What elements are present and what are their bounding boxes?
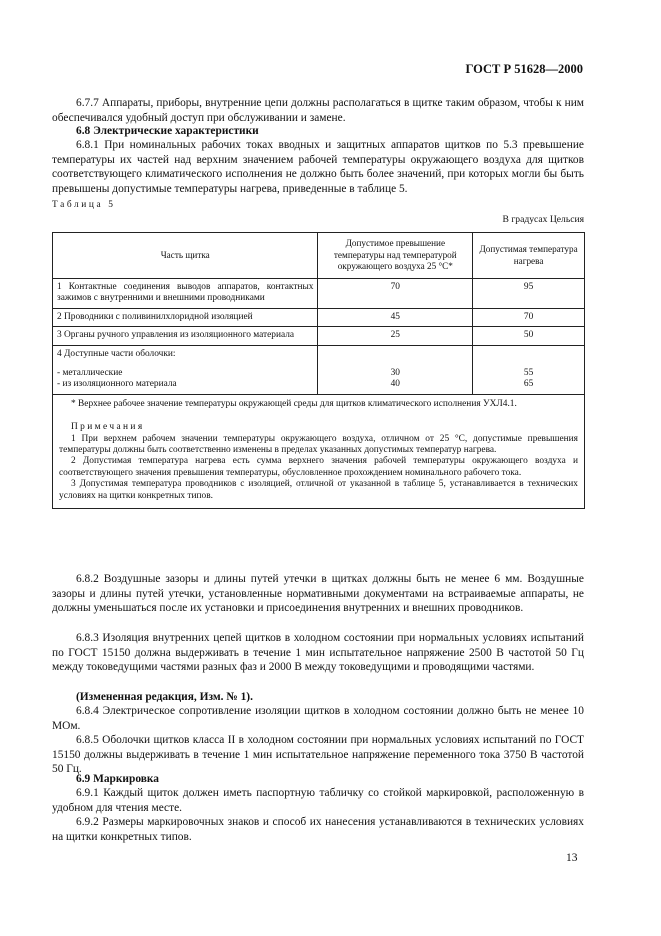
row-value: 95 [473, 279, 585, 309]
row-name: 3 Органы ручного управления из изоляционного материала [53, 327, 318, 345]
paragraph-6-7-7: 6.7.7 Аппараты, приборы, внутренние цепи должны располагаться в щитке таким образом, чтобы к ним обеспечивался удобный доступ при обслуживании и замене. [52, 97, 584, 124]
table-unit: В градусах Цельсия [502, 214, 584, 225]
row-value: 30 [318, 366, 473, 379]
table-row [53, 308, 585, 326]
row-name: 2 Проводники с поливинилхлоридной изоляцией [53, 308, 318, 326]
table-5 [52, 232, 585, 509]
row-value: 55 [473, 366, 585, 379]
table-row [53, 345, 585, 366]
table-notes-row [53, 394, 585, 508]
page-number: 13 [566, 852, 578, 864]
col-part: Часть щитка [53, 233, 318, 279]
table-header-row [53, 233, 585, 279]
table-row [53, 279, 585, 309]
table-row [53, 327, 585, 345]
row-value: 25 [318, 327, 473, 345]
row-value: 45 [318, 308, 473, 326]
row-name: - из изоляционного материала [53, 379, 318, 394]
note-2: 2 Допустимая температура нагрева есть сумма верхнего значения рабочей температуры окружающего воздуха и соответствующего значения превышения температуры, обусловленное прохождением номинального рабочего тока. [59, 456, 578, 478]
paragraph-6-8-3: 6.8.3 Изоляция внутренних цепей щитков в холодном состоянии при нормальных условиях испытаний по ГОСТ 15150 должна выдерживать в течение 1 мин испытательное напряжение 2500 В частотой 50 Гц между токоведущими частями разных фаз и 2000 В между токоведущими и проводящими частями. [52, 632, 584, 674]
amendment-note: (Измененная редакция, Изм. № 1). [76, 691, 253, 703]
heading-6-9: 6.9 Маркировка [76, 773, 159, 785]
heading-6-8: 6.8 Электрические характеристики [76, 125, 259, 137]
col-overheat: Допустимое превышение температуры над температурой окружающего воздуха 25 °С* [318, 233, 473, 279]
note-1: 1 При верхнем рабочем значении температуры окружающего воздуха, отличном от 25 °С, допустимые превышения температуры должны быть соответственно изменены в пределах указанных допустимых температур нагрева. [59, 433, 578, 456]
notes-title: Примечания [71, 422, 145, 433]
table-caption: Таблица 5 [52, 200, 116, 210]
table-footnote: * Верхнее рабочее значение температуры окружающей среды для щитков климатического исполнения УХЛ4.1. [71, 398, 517, 409]
paragraph-6-8-1: 6.8.1 При номинальных рабочих токах вводных и защитных аппаратов щитков по 5.3 превышение температуры их частей над верхним значением рабочей температуры окружающего воздуха для щитков соответствующего климатического исполнения не должно быть более значений, при которых могли бы быть превышены допустимые температуры нагрева, приведенные в таблице 5. [52, 139, 584, 195]
paragraph-6-9-1: 6.9.1 Каждый щиток должен иметь паспортную табличку со стойкой маркировкой, расположенную в удобном для чтения месте. [52, 787, 584, 814]
col-max-temp: Допустимая температура нагрева [473, 233, 585, 279]
row-name: - металлические [53, 366, 318, 379]
paragraph-6-8-4: 6.8.4 Электрическое сопротивление изоляции щитков в холодном состоянии должно быть не менее 10 МОм. [52, 705, 584, 732]
standard-header: ГОСТ Р 51628—2000 [465, 62, 583, 76]
row-value: 70 [473, 308, 585, 326]
row-value: 50 [473, 327, 585, 345]
row-value: 65 [473, 379, 585, 394]
row-name: 1 Контактные соединения выводов аппаратов, контактных зажимов с внутренними и внешними проводниками [53, 279, 318, 309]
row-name: 4 Доступные части оболочки: [53, 345, 318, 366]
note-3: 3 Допустимая температура проводников с изоляцией, отличной от указанной в таблице 5, устанавливается в технических условиях на щитки конкретных типов. [59, 479, 578, 501]
paragraph-6-9-2: 6.9.2 Размеры маркировочных знаков и способ их нанесения устанавливаются в технических условиях на щитки конкретных типов. [52, 816, 584, 843]
paragraph-6-8-2: 6.8.2 Воздушные зазоры и длины путей утечки в щитках должны быть не менее 6 мм. Воздушные зазоры и длины путей утечки, установленные нормативными документами на встраиваемые аппараты, не должны уменьшаться после их установки и присоединения внутренних и внешних проводников. [52, 573, 584, 615]
paragraph-6-8-5: 6.8.5 Оболочки щитков класса II в холодном состоянии при нормальных условиях испытаний по ГОСТ 15150 должны выдерживать в течение 1 мин испытательное напряжение переменного тока 3750 В частотой 50 Гц. [52, 734, 584, 776]
table-row [53, 366, 585, 379]
row-value: 70 [318, 279, 473, 309]
row-value: 40 [318, 379, 473, 394]
table-row [53, 379, 585, 394]
